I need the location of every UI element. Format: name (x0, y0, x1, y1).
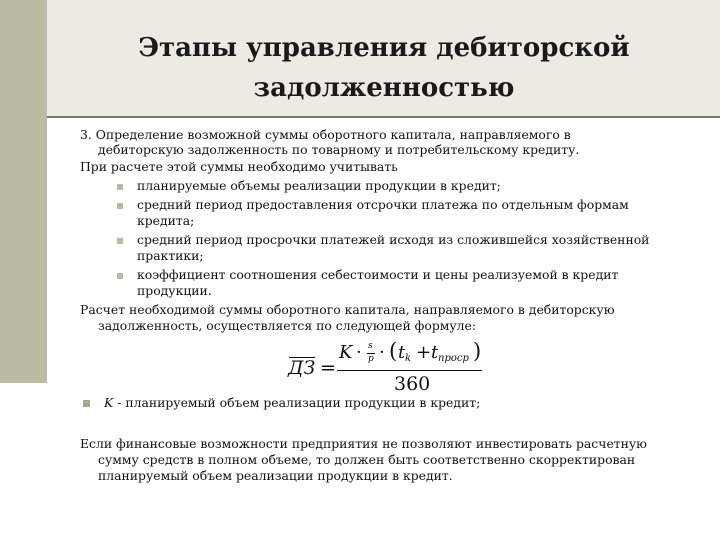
formula-open-paren: ( (389, 339, 398, 363)
title-line-1: Этапы управления дебиторской (138, 33, 630, 63)
k-symbol: K (104, 395, 114, 410)
formula-k-sub: k (405, 353, 412, 364)
bullet-4-line-1: коэффициент соотношения себестоимости и цены реализуемой в кредит (137, 267, 619, 282)
bullet-4-line-2: продукции. (137, 283, 212, 298)
square-bullet-icon (117, 184, 123, 190)
formula-k: K (339, 342, 353, 363)
formula-t1: t (398, 342, 406, 363)
final-line-1: Если финансовые возможности предприятия не позволяют инвестировать расчетную (80, 436, 647, 451)
formula-equals: = (320, 357, 336, 379)
square-bullet-icon (83, 400, 90, 407)
title-line-2: задолженностью (253, 73, 515, 103)
bullet-2-line-2: кредита; (137, 213, 195, 228)
k-definition-text: - планируемый объем реализации продукции в кредит; (113, 395, 481, 410)
bullet-1-line-1: планируемые объемы реализации продукции в кредит; (137, 178, 501, 193)
formula-close-paren: ) (473, 339, 482, 363)
left-accent-bar (0, 0, 47, 383)
formula-prosr-sub: проср (438, 353, 469, 364)
calc-line-1: Расчет необходимой суммы оборотного капитала, направляемого в дебиторскую (80, 302, 615, 317)
bullet-3-line-1: средний период просрочки платежей исходя из сложившейся хозяйственной (137, 232, 650, 247)
k-definition (104, 395, 480, 411)
formula-p: p (368, 354, 374, 364)
bullet-2-line-1: средний период предоставления отсрочки платежа по отдельным формам (137, 197, 629, 212)
square-bullet-icon (117, 203, 123, 209)
square-bullet-icon (117, 238, 123, 244)
main-fraction-line (337, 370, 482, 371)
slide-title (60, 28, 708, 108)
bullet-3-line-2: практики; (137, 248, 204, 263)
formula-s: s (368, 341, 373, 351)
formula-dot: · (356, 342, 362, 363)
item3-line-1: 3. Определение возможной суммы оборотного капитала, направляемого в (80, 127, 571, 142)
formula-denominator: 360 (394, 373, 431, 395)
consider-text: При расчете этой суммы необходимо учитывать (80, 159, 398, 174)
title-divider (47, 116, 720, 118)
final-line-2: сумму средств в полном объеме, то должен быть соответственно скорректирован (98, 452, 636, 467)
calc-line-2: задолженность, осуществляется по следующей формуле: (98, 318, 477, 333)
formula-t2: t (431, 342, 439, 363)
formula-plus: + (416, 342, 432, 363)
formula-dot-2: · (379, 342, 385, 363)
formula-lhs: ДЗ (288, 357, 316, 379)
final-line-3: планируемый объем реализации продукции в кредит. (98, 468, 453, 483)
square-bullet-icon (117, 273, 123, 279)
item3-line-2: дебиторскую задолженность по товарному и потребительскому кредиту. (98, 142, 580, 157)
